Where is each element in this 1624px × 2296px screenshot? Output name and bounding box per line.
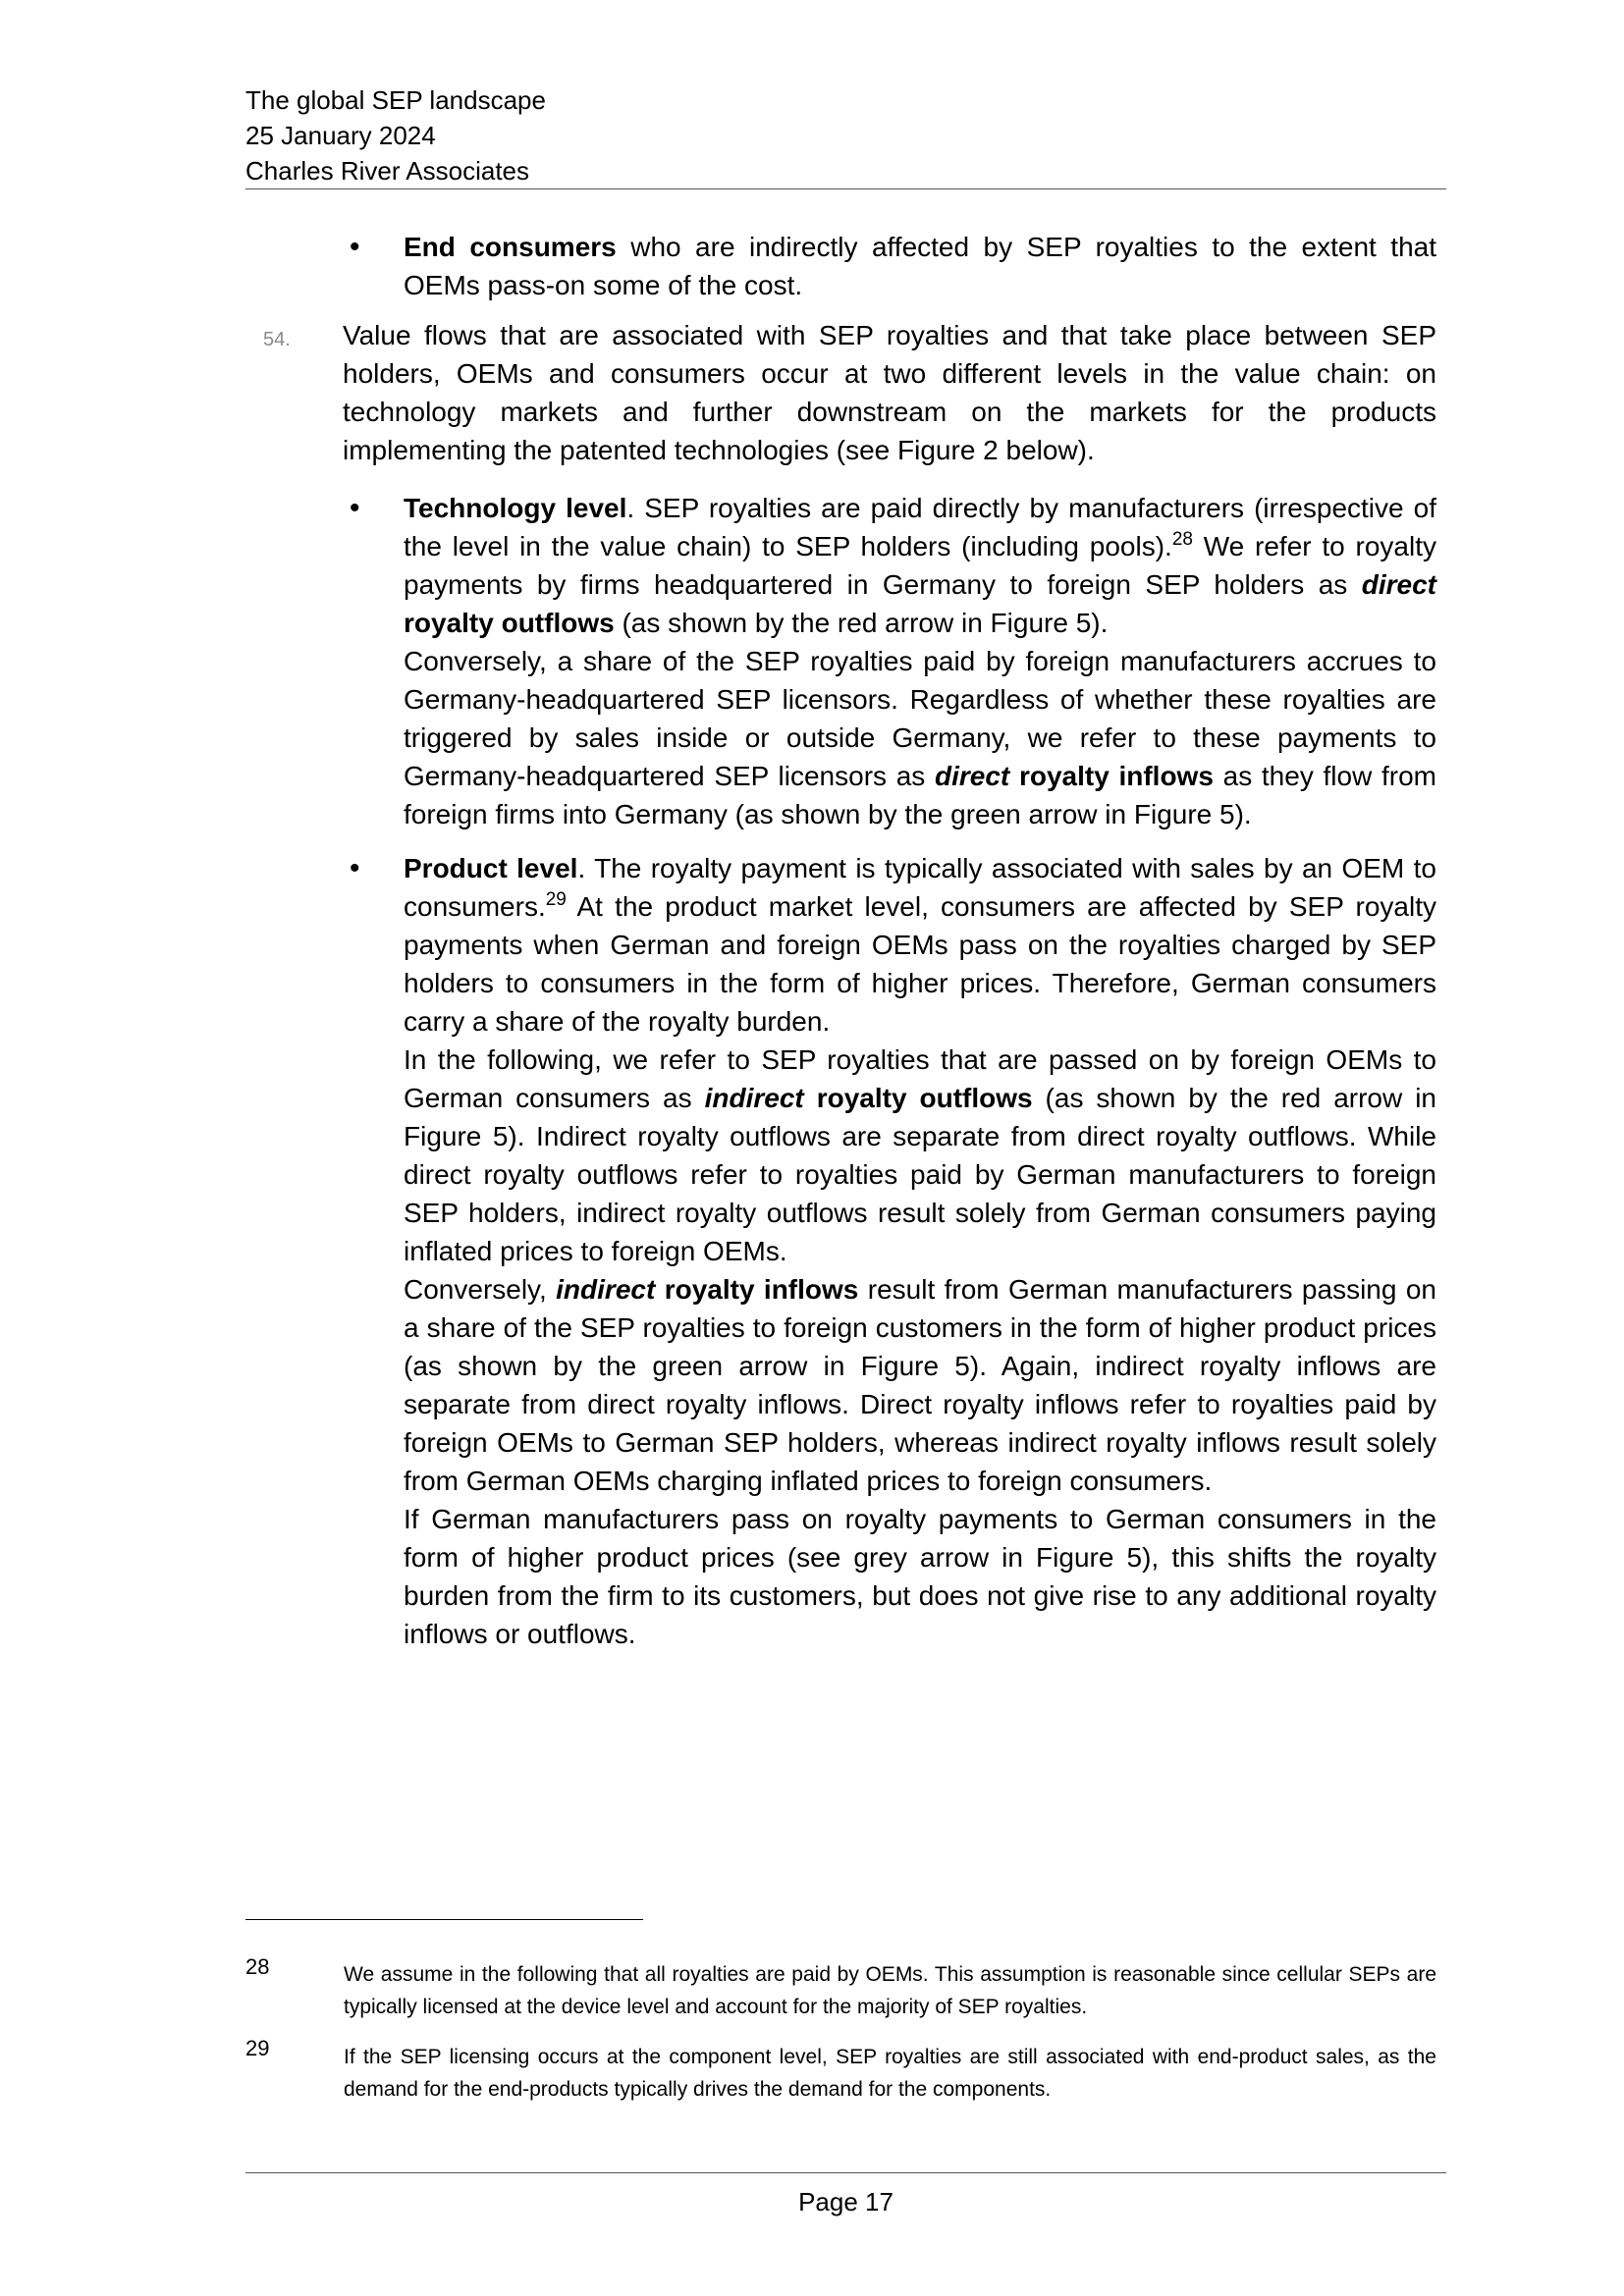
bullet-product-level <box>350 849 1436 1653</box>
organization-name: Charles River Associates <box>245 156 529 186</box>
footnote-text: If the SEP licensing occurs at the component level, SEP royalties are still associated with end-product sales, as the demand for the end-products typically drives the demand for the components. <box>344 2046 1436 2101</box>
product-paragraph-4: If German manufacturers pass on royalty payments to German consumers in the form of higher product prices (see grey arrow in Figure 5), this shifts the royalty burden from the firm to its customers, but does not give rise to any additional royalty inflows or outflows. <box>404 1504 1436 1649</box>
bullet-icon: • <box>350 852 360 884</box>
footnote-divider <box>245 1919 643 1920</box>
page-number: Page 17 <box>798 2187 893 2216</box>
product-paragraph-3: Conversely, indirect royalty inflows result from German manufacturers passing on a share of the SEP royalties to foreign customers in the form of higher product prices (as shown by the green arrow in Figure 5). Again, indirect royalty inflows are separate from direct royalty inflows. Direct royalty inflows refer to royalties paid by foreign OEMs to German SEP holders, whereas indirect royalty inflows result solely from German OEMs charging inflated prices to foreign consumers. <box>404 1274 1436 1496</box>
document-date: 25 January 2024 <box>245 121 436 150</box>
paragraph-54: Value flows that are associated with SEP royalties and that take place between SEP holders, OEMs and consumers occur at two different levels in the value chain: on technology markets and further downstream on the markets for the products implementing the patented technologies (see Figure 2 below). <box>343 320 1436 465</box>
paragraph-number: 54. <box>263 329 291 350</box>
emphasis-direct: direct <box>1361 569 1436 600</box>
footnote-number: 28 <box>245 1954 270 1979</box>
bullet-heading: End consumers <box>404 232 617 262</box>
footnote-text: We assume in the following that all royalties are paid by OEMs. This assumption is reasonable since cellular SEPs are typically licensed at the device level and account for the majority of SEP royalties. <box>344 1963 1436 2018</box>
technology-paragraph-1: Technology level. SEP royalties are paid directly by manufacturers (irrespective of the level in the value chain) to SEP holders (including pools).$^{28}$ We refer to royalty payments by firms headquartered in Germany to foreign SEP holders as direct royalty outflows (as shown by the red arrow in Figure 5). <box>404 493 1437 638</box>
emphasis-indirect: indirect <box>704 1083 804 1113</box>
page-header <box>245 82 1446 188</box>
product-paragraph-2: In the following, we refer to SEP royalties that are passed on by foreign OEMs to German consumers as indirect royalty outflows (as shown by the red arrow in Figure 5). Indirect royalty outflows are separate from direct royalty outflows. While direct royalty outflows refer to royalties paid by German manufacturers to foreign SEP holders, indirect royalty outflows result solely from German consumers paying inflated prices to foreign OEMs. <box>404 1044 1436 1266</box>
emphasis-direct: direct <box>935 761 1010 791</box>
product-paragraph-1: Product level. The royalty payment is typically associated with sales by an OEM to consumers.$^{29}$ At the product market level, consumers are affected by SEP royalty payments when German and foreign OEMs pass on the royalties charged by SEP holders to consumers in the form of higher prices. Therefore, German consumers carry a share of the royalty burden. <box>404 853 1436 1037</box>
bullet-text: who are indirectly affected by SEP royalties to the extent that OEMs pass-on some of the cost. <box>404 232 1436 300</box>
bullet-end-consumers <box>350 228 1436 304</box>
bullet-icon: • <box>350 492 360 524</box>
footnote-number: 29 <box>245 2036 270 2060</box>
bullet-heading: Technology level <box>404 493 627 523</box>
footnote-ref-29: 29 <box>545 889 567 910</box>
header-divider <box>245 188 1446 189</box>
bullet-heading: Product level <box>404 853 578 883</box>
technology-paragraph-2: Conversely, a share of the SEP royalties paid by foreign manufacturers accrues to Germany-headquartered SEP licensors. Regardless of whether these royalties are triggered by sales inside or outside Germany, we refer to these payments to Germany-headquartered SEP licensors as direct royalty inflows as they flow from foreign firms into Germany (as shown by the green arrow in Figure 5). <box>404 646 1437 829</box>
emphasis-indirect: indirect <box>556 1274 656 1305</box>
document-title: The global SEP landscape <box>245 85 546 115</box>
bullet-technology-level <box>350 489 1437 833</box>
footnote-ref-28: 28 <box>1171 529 1193 550</box>
footer-divider <box>245 2172 1446 2173</box>
bullet-icon: • <box>350 231 360 263</box>
